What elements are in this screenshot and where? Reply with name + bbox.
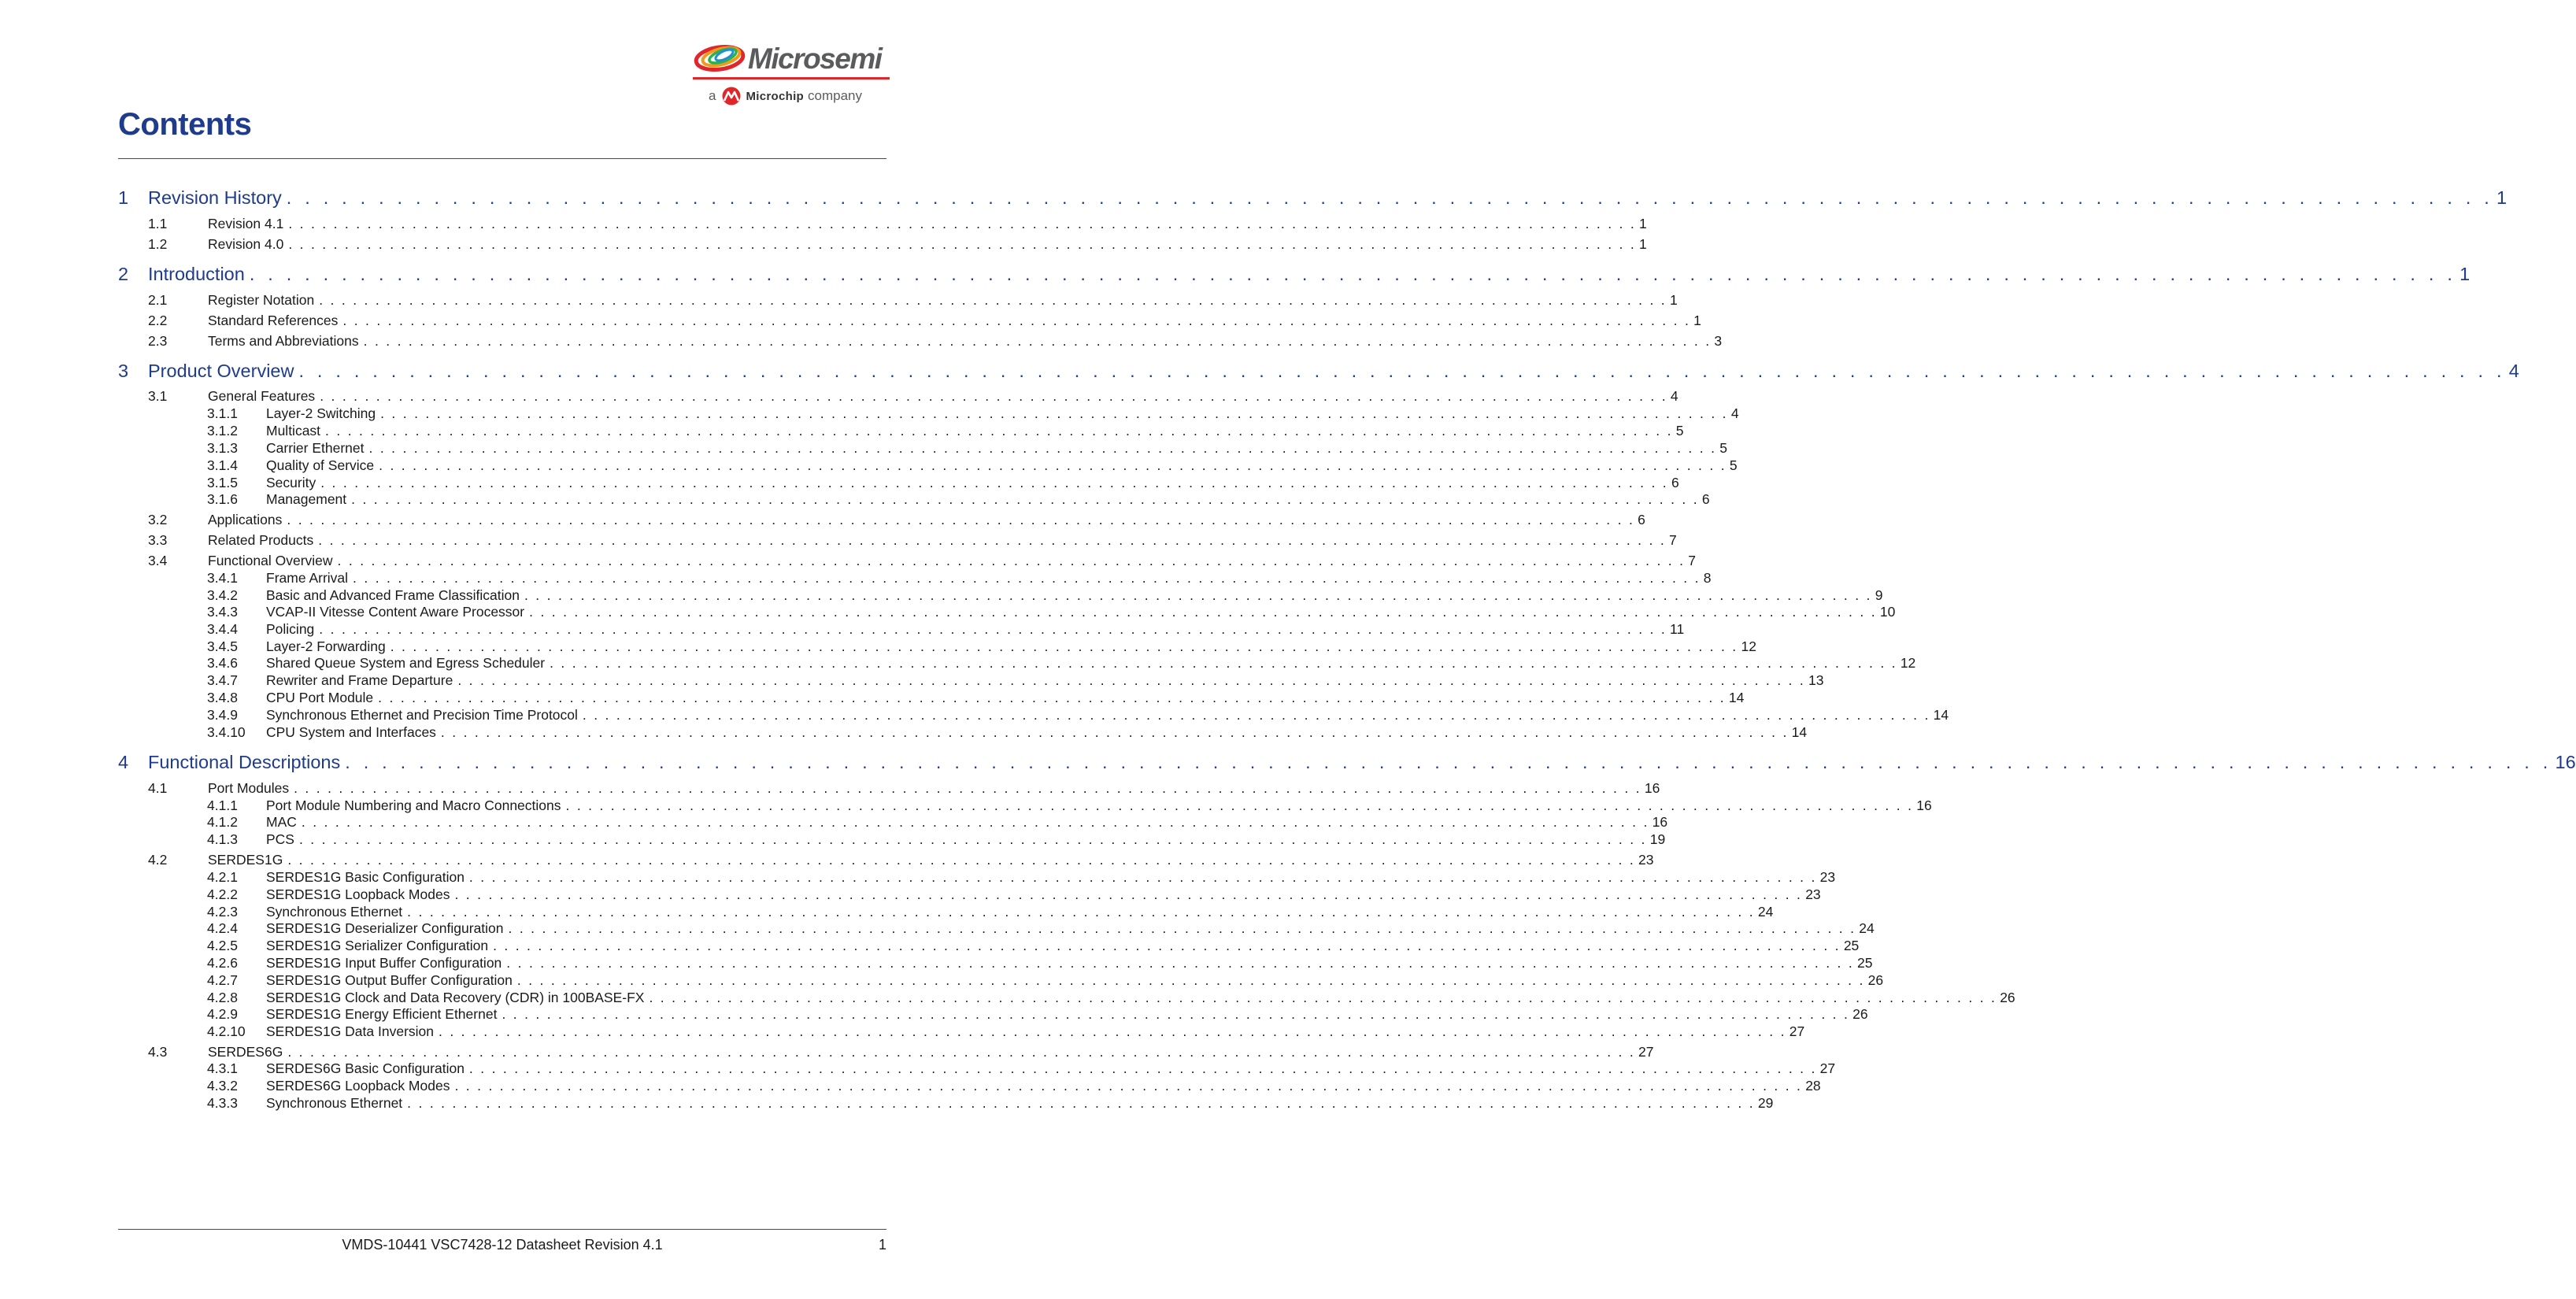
toc-leader-dots: . . . . . . . . . . . . . . . . . . . . . . . . . . . . . . . . . . . . . . . . . . . . . . . . . . . . . . . . . . . . . . . . . . . . . . . . . . . . . . . . . . . . . . . . . . . . . . . . . . . . . . . . . . . . . . . . . . . . . . . . (407, 904, 1755, 920)
brand-wordmark: Microsemi (748, 43, 882, 75)
toc-entry-title: SERDES1G Data Inversion (266, 1023, 435, 1039)
toc-entry-title: SERDES1G Output Buffer Configuration (266, 972, 513, 988)
toc-entry-title: Layer-2 Forwarding (266, 638, 386, 654)
toc-entry-page: 14 (1728, 690, 1745, 705)
toc-entry[interactable] (118, 1044, 1654, 1060)
toc-entry-page: 29 (1757, 1095, 1774, 1111)
toc-leader-dots: . . . . . . . . . . . . . . . . . . . . . . . . . . . . . . . . . . . . . . . . . . . . . . . . . . . . . . . . . . . . . . . . . . . . . . . . . . . . . . . . . . . . . . . . . . . . . . . . . . . . . . . . . . . . . . . . . . . . . . . . (502, 1006, 1850, 1022)
toc-leader-dots: . . . . . . . . . . . . . . . . . . . . . . . . . . . . . . . . . . . . . . . . . . . . . . . . . . . . . . . . . . . . . . . . . . . . . . . . . . . . . . . . . . . . . . . . . . . . . . . . . . . . . . . . . . . . . . . . . . . . . . . . (363, 333, 1712, 349)
toc-entry-page: 10 (1879, 604, 1896, 620)
toc-entry[interactable] (118, 553, 1697, 569)
toc-leader-dots: . . . . . . . . . . . . . . . . . . . . . . . . . . . . . . . . . . . . . . . . . . . . . . . . . . . . . . . . . . . . . . . . . . . . . . . . . . . . . . . . . . . . . . . . . . . . . . . . . . . . . . . . . . . . . . . . . . . . . . . . (337, 553, 1686, 568)
toc-entry-title: Quality of Service (266, 457, 375, 473)
toc-entry-title: Register Notation (208, 292, 315, 308)
toc-entry[interactable] (118, 886, 1821, 903)
toc-entry[interactable] (118, 955, 1873, 971)
toc-entry-page: 8 (1703, 570, 1712, 586)
toc-entry-number: 3.4.2 (207, 587, 238, 603)
toc-entry-title: Functional Overview (208, 553, 333, 568)
toc-entry[interactable] (118, 423, 1684, 439)
toc-entry-page: 4 (1670, 388, 1678, 404)
toc-entry-title: Revision History (148, 187, 282, 208)
toc-entry-title: Multicast (266, 423, 321, 439)
toc-leader-dots: . . . . . . . . . . . . . . . . . . . . . . . . . . . . . . . . . . . . . . . . . . . . . . . . . . . . . . . . . . . . . . . . . . . . . . . . . . . . . . . . . . . . . . . . . . . . . . . . . . . . . . . . . . . . . . . . . . . . . . . . (287, 512, 1635, 527)
toc-entry-title: Rewriter and Frame Departure (266, 672, 453, 688)
toc-entry-page: 16 (1916, 798, 1932, 813)
toc-entry-page: 23 (1805, 886, 1821, 902)
toc-entry-number: 3.4.6 (207, 655, 238, 671)
toc-entry-number: 3.4.10 (207, 724, 246, 740)
toc-leader-dots: . . . . . . . . . . . . . . . . . . . . . . . . . . . . . . . . . . . . . . . . . . . . . . . . . . . . . . . . . . . . . . . . . . . . . . . . . . . . . . . . . . . . . . . . . . . . . . . . . . . . . . . . . . . . . . . . . . . . . . . . (454, 1078, 1803, 1094)
toc-entry[interactable] (118, 532, 1677, 549)
toc-leader-dots: . . . . . . . . . . . . . . . . . . . . . . . . . . . . . . . . . . . . . . . . . . . . . . . . . . . . . . . . . . . . . . . . . . . . . . . . . . . . . . . . . . . . . . . . . . . . . . . . . . . . . . . . . . . . . . . . . . . . . . . . (457, 672, 1806, 688)
toc-entry[interactable] (118, 1095, 1774, 1112)
toc-entry-page: 12 (1741, 638, 1756, 654)
toc-entry-page: 16 (1652, 814, 1668, 830)
toc-entry-page: 7 (1668, 532, 1677, 548)
toc-entry[interactable] (118, 904, 1774, 920)
toc-entry-title: Applications (208, 512, 283, 527)
toc-entry-title: CPU Port Module (266, 690, 374, 705)
toc-entry-title: Functional Descriptions (148, 752, 341, 772)
toc-entry-title: Carrier Ethernet (266, 440, 365, 456)
toc-entry-number: 3.4.1 (207, 570, 238, 586)
footer-document-id: VMDS-10441 VSC7428-12 Datasheet Revision 4.1 (342, 1237, 663, 1253)
toc-entry[interactable] (118, 920, 1875, 937)
toc-entry-page: 1 (1693, 313, 1701, 328)
tagline-prefix: a (709, 88, 716, 103)
toc-leader-dots: . . . . . . . . . . . . . . . . . . . . . . . . . . . . . . . . . . . . . . . . . . . . . . . . . . . . . . . . . . . . . . . . . . . . . . . . . . . . . . . . . . . . . . . . . . . . . . . . . . . . . . . . . . . . . . . . . . . . . . . . (439, 1023, 1786, 1039)
toc-entry-title: Product Overview (148, 361, 294, 381)
toc-entry-page: 27 (1638, 1044, 1654, 1060)
toc-entry-number: 4.2.9 (207, 1006, 238, 1022)
toc-entry-number: 4.1.2 (207, 814, 238, 830)
toc-entry-title: Revision 4.1 (208, 216, 284, 231)
footer-divider (118, 1229, 886, 1230)
toc-entry-number: 4.1 (148, 780, 168, 796)
toc-entry-title: Revision 4.0 (208, 236, 284, 252)
toc-entry-number: 4.2.3 (207, 904, 238, 920)
toc-entry-title: SERDES1G Clock and Data Recovery (CDR) in 100BASE-FX (266, 990, 645, 1005)
toc-entry-page: 28 (1805, 1078, 1821, 1094)
toc-entry[interactable] (118, 264, 2471, 285)
toc-entry-title: Port Modules (208, 780, 290, 796)
toc-leader-dots: . . . . . . . . . . . . . . . . . . . . . . . . . . . . . . . . . . . . . . . . . . . . . . . . . . . . . . . . . . . . . . . . . . . . . . . . . . . . . . . . . . . . . . . . . . . . . . . . . . . . . . . . . . . . . . . . . . . . . . . . (550, 655, 1897, 671)
toc-entry-page: 3 (1714, 333, 1723, 349)
toc-entry-number: 3.1 (148, 388, 168, 404)
toc-entry-page: 1 (1639, 236, 1647, 252)
toc-entry-title: SERDES6G Loopback Modes (266, 1078, 450, 1094)
toc-leader-dots: . . . . . . . . . . . . . . . . . . . . . . . . . . . . . . . . . . . . . . . . . . . . . . . . . . . . . . . . . . . . . . . . . . . . . . . . . . . . . . . . . . . . . . . . . . . . . . . . . . . . . . . . . . . . . . . . . . . . . . . . (582, 707, 1930, 723)
toc-entry-number: 3.4.3 (207, 604, 238, 620)
toc-entry-number: 3.2 (148, 512, 168, 527)
toc-entry[interactable] (118, 313, 1701, 329)
toc-leader-dots: . . . . . . . . . . . . . . . . . . . . . . . . . . . . . . . . . . . . . . . . . . . . . . . . . . . . . . . . . . . . . . . . . . . . . . . . . . . . . . . . . . . . . . . . . . . . . . . . . . . . . . . . . . . . . . . . . . . . . . . . (288, 236, 1637, 252)
toc-leader-dots: . . . . . . . . . . . . . . . . . . . . . . . . . . . . . . . . . . . . . . . . . . . . . . . . . . . . . . . . . . . . . . . . . . . . . . . . . . . . . . . . . . . . . . . . . . . . . . . . . . . . . . . . . . . . . . . . . . . . . . . . (298, 361, 2506, 381)
toc-entry-title: SERDES1G Input Buffer Configuration (266, 955, 502, 971)
toc-entry[interactable] (118, 512, 1645, 528)
toc-leader-dots: . . . . . . . . . . . . . . . . . . . . . . . . . . . . . . . . . . . . . . . . . . . . . . . . . . . . . . . . . . . . . . . . . . . . . . . . . . . . . . . . . . . . . . . . . . . . . . . . . . . . . . . . . . . . . . . . . . . . . . . . (345, 752, 2552, 772)
toc-entry-page: 1 (1669, 292, 1678, 308)
toc-entry-title: General Features (208, 388, 316, 404)
toc-entry-number: 3.1.2 (207, 423, 238, 439)
toc-entry[interactable] (118, 457, 1738, 474)
toc-entry-page: 16 (1644, 780, 1660, 796)
toc-leader-dots: . . . . . . . . . . . . . . . . . . . . . . . . . . . . . . . . . . . . . . . . . . . . . . . . . . . . . . . . . . . . . . . . . . . . . . . . . . . . . . . . . . . . . . . . . . . . . . . . . . . . . . . . . . . . . . . . . . . . . . . . (287, 852, 1636, 868)
toc-leader-dots: . . . . . . . . . . . . . . . . . . . . . . . . . . . . . . . . . . . . . . . . . . . . . . . . . . . . . . . . . . . . . . . . . . . . . . . . . . . . . . . . . . . . . . . . . . . . . . . . . . . . . . . . . . . . . . . . . . . . . . . . (320, 388, 1667, 404)
toc-entry[interactable] (118, 604, 1896, 620)
toc-entry-page: 25 (1857, 955, 1873, 971)
toc-entry-number: 3.4.8 (207, 690, 238, 705)
toc-entry[interactable] (118, 216, 1647, 232)
toc-entry-page: 9 (1875, 587, 1883, 603)
tagline-suffix: company (808, 88, 862, 103)
toc-entry-number: 4.3.2 (207, 1078, 238, 1094)
toc-entry-title: SERDES1G Deserializer Configuration (266, 920, 504, 936)
toc-entry-number: 4.2 (148, 852, 168, 868)
toc-entry-number: 2.2 (148, 313, 168, 328)
toc-entry-page: 19 (1649, 831, 1666, 847)
toc-entry-number: 3.1.3 (207, 440, 238, 456)
toc-leader-dots: . . . . . . . . . . . . . . . . . . . . . . . . . . . . . . . . . . . . . . . . . . . . . . . . . . . . . . . . . . . . . . . . . . . . . . . . . . . . . . . . . . . . . . . . . . . . . . . . . . . . . . . . . . . . . . . . . . . . . . . . (454, 886, 1803, 902)
toc-entry-number: 4.2.6 (207, 955, 238, 971)
toc-entry-page: 25 (1843, 938, 1860, 953)
toc-leader-dots: . . . . . . . . . . . . . . . . . . . . . . . . . . . . . . . . . . . . . . . . . . . . . . . . . . . . . . . . . . . . . . . . . . . . . . . . . . . . . . . . . . . . . . . . . . . . . . . . . . . . . . . . . . . . . . . . . . . . . . . . (508, 920, 1856, 936)
toc-leader-dots: . . . . . . . . . . . . . . . . . . . . . . . . . . . . . . . . . . . . . . . . . . . . . . . . . . . . . . . . . . . . . . . . . . . . . . . . . . . . . . . . . . . . . . . . . . . . . . . . . . . . . . . . . . . . . . . . . . . . . . . . (390, 638, 1738, 654)
toc-entry[interactable] (118, 990, 2015, 1006)
toc-entry[interactable] (118, 655, 1916, 672)
toc-entry-page: 14 (1791, 724, 1808, 740)
toc-entry-title: VCAP-II Vitesse Content Aware Processor (266, 604, 525, 620)
toc-entry-page: 26 (2000, 990, 2015, 1005)
toc-entry[interactable] (118, 292, 1678, 309)
toc-entry-title: Standard References (208, 313, 339, 328)
toc-entry-page: 23 (1638, 852, 1654, 868)
toc-entry[interactable] (118, 570, 1712, 587)
toc-entry-title: PCS (266, 831, 294, 847)
toc-entry[interactable] (118, 440, 1727, 457)
toc-entry-page: 6 (1671, 475, 1679, 490)
toc-entry-page: 24 (1757, 904, 1774, 920)
toc-entry-number: 4.3.1 (207, 1060, 238, 1076)
toc-entry-number: 4.2.1 (207, 869, 238, 885)
toc-entry-number: 2 (118, 264, 129, 284)
toc-entry-title: Port Module Numbering and Macro Connections (266, 798, 561, 813)
toc-entry-number: 2.1 (148, 292, 168, 308)
toc-entry[interactable] (118, 690, 1745, 706)
toc-entry-title: MAC (266, 814, 297, 830)
toc-entry-number: 3.1.5 (207, 475, 238, 490)
toc-entry-page: 1 (2459, 264, 2471, 284)
toc-entry-title: SERDES1G Serializer Configuration (266, 938, 489, 953)
toc-leader-dots: . . . . . . . . . . . . . . . . . . . . . . . . . . . . . . . . . . . . . . . . . . . . . . . . . . . . . . . . . . . . . . . . . . . . . . . . . . . . . . . . . . . . . . . . . . . . . . . . . . . . . . . . . . . . . . . . . . . . . . . . (342, 313, 1691, 328)
toc-leader-dots: . . . . . . . . . . . . . . . . . . . . . . . . . . . . . . . . . . . . . . . . . . . . . . . . . . . . . . . . . . . . . . . . . . . . . . . . . . . . . . . . . . . . . . . . . . . . . . . . . . . . . . . . . . . . . . . . . . . . . . . . (298, 831, 1647, 847)
toc-entry-number: 1.2 (148, 236, 168, 252)
toc-entry-number: 3.4.4 (207, 621, 238, 637)
toc-entry-page: 11 (1670, 621, 1685, 637)
toc-entry-title: SERDES1G (208, 852, 283, 868)
toc-entry-page: 26 (1867, 972, 1884, 988)
toc-entry[interactable] (118, 972, 1884, 989)
toc-entry[interactable] (118, 852, 1654, 868)
toc-entry[interactable] (118, 672, 1824, 689)
toc-entry-page: 13 (1808, 672, 1824, 688)
toc-leader-dots: . . . . . . . . . . . . . . . . . . . . . . . . . . . . . . . . . . . . . . . . . . . . . . . . . . . . . . . . . . . . . . . . . . . . . . . . . . . . . . . . . . . . . . . . . . . . . . . . . . . . . . . . . . . . . . . . . . . . . . . . (368, 440, 1717, 456)
toc-leader-dots: . . . . . . . . . . . . . . . . . . . . . . . . . . . . . . . . . . . . . . . . . . . . . . . . . . . . . . . . . . . . . . . . . . . . . . . . . . . . . . . . . . . . . . . . . . . . . . . . . . . . . . . . . . . . . . . . . . . . . . . . (294, 780, 1641, 796)
toc-entry-title: Synchronous Ethernet and Precision Time Protocol (266, 707, 578, 723)
toc-entry-title: Management (266, 491, 347, 507)
tagline-company: Microchip (746, 89, 805, 103)
toc-leader-dots: . . . . . . . . . . . . . . . . . . . . . . . . . . . . . . . . . . . . . . . . . . . . . . . . . . . . . . . . . . . . . . . . . . . . . . . . . . . . . . . . . . . . . . . . . . . . . . . . . . . . . . . . . . . . . . . . . . . . . . . . (325, 423, 1673, 439)
toc-leader-dots: . . . . . . . . . . . . . . . . . . . . . . . . . . . . . . . . . . . . . . . . . . . . . . . . . . . . . . . . . . . . . . . . . . . . . . . . . . . . . . . . . . . . . . . . . . . . . . . . . . . . . . . . . . . . . . . . . . . . . . . . (378, 690, 1726, 705)
toc-leader-dots: . . . . . . . . . . . . . . . . . . . . . . . . . . . . . . . . . . . . . . . . . . . . . . . . . . . . . . . . . . . . . . . . . . . . . . . . . . . . . . . . . . . . . . . . . . . . . . . . . . . . . . . . . . . . . . . . . . . . . . . . (468, 869, 1817, 885)
toc-entry-number: 4.2.5 (207, 938, 238, 953)
toc-entry[interactable] (118, 638, 1756, 655)
toc-entry-title: Terms and Abbreviations (208, 333, 359, 349)
toc-entry[interactable] (118, 798, 1932, 814)
toc-leader-dots: . . . . . . . . . . . . . . . . . . . . . . . . . . . . . . . . . . . . . . . . . . . . . . . . . . . . . . . . . . . . . . . . . . . . . . . . . . . . . . . . . . . . . . . . . . . . . . . . . . . . . . . . . . . . . . . . . . . . . . . . (286, 187, 2494, 208)
toc-leader-dots: . . . . . . . . . . . . . . . . . . . . . . . . . . . . . . . . . . . . . . . . . . . . . . . . . . . . . . . . . . . . . . . . . . . . . . . . . . . . . . . . . . . . . . . . . . . . . . . . . . . . . . . . . . . . . . . . . . . . . . . . (565, 798, 1914, 813)
toc-leader-dots: . . . . . . . . . . . . . . . . . . . . . . . . . . . . . . . . . . . . . . . . . . . . . . . . . . . . . . . . . . . . . . . . . . . . . . . . . . . . . . . . . . . . . . . . . . . . . . . . . . . . . . . . . . . . . . . . . . . . . . . . (649, 990, 1997, 1005)
toc-entry-title: SERDES1G Loopback Modes (266, 886, 450, 902)
toc-entry-title: Frame Arrival (266, 570, 349, 586)
toc-entry[interactable] (118, 752, 2576, 773)
toc-entry-page: 5 (1675, 423, 1684, 439)
toc-entry-title: Policing (266, 621, 315, 637)
toc-entry-title: Basic and Advanced Frame Classification (266, 587, 520, 603)
toc-entry-number: 4.3.3 (207, 1095, 238, 1111)
toc-entry-number: 3.3 (148, 532, 168, 548)
toc-entry-number: 4.3 (148, 1044, 168, 1060)
toc-entry[interactable] (118, 621, 1685, 638)
toc-entry-page: 4 (2508, 361, 2519, 381)
toc-entry[interactable] (118, 587, 1883, 604)
toc-entry-number: 3.1.1 (207, 405, 238, 421)
toc-leader-dots: . . . . . . . . . . . . . . . . . . . . . . . . . . . . . . . . . . . . . . . . . . . . . . . . . . . . . . . . . . . . . . . . . . . . . . . . . . . . . . . . . . . . . . . . . . . . . . . . . . . . . . . . . . . . . . . . . . . . . . . . (379, 457, 1727, 473)
toc-leader-dots: . . . . . . . . . . . . . . . . . . . . . . . . . . . . . . . . . . . . . . . . . . . . . . . . . . . . . . . . . . . . . . . . . . . . . . . . . . . . . . . . . . . . . . . . . . . . . . . . . . . . . . . . . . . . . . . . . . . . . . . . (529, 604, 1877, 620)
toc-entry-page: 6 (1638, 512, 1645, 527)
toc-entry-title: Security (266, 475, 316, 490)
toc-entry-title: Shared Queue System and Egress Scheduler (266, 655, 546, 671)
toc-entry[interactable] (118, 707, 1949, 724)
toc-entry-title: SERDES1G Basic Configuration (266, 869, 464, 885)
toc-entry[interactable] (118, 938, 1860, 954)
toc-entry-number: 3 (118, 361, 129, 381)
toc-entry-number: 3.1.6 (207, 491, 238, 507)
toc-entry-number: 3.1.4 (207, 457, 238, 473)
table-of-contents (118, 0, 2576, 1299)
toc-entry-title: Related Products (208, 532, 314, 548)
toc-entry-title: SERDES6G Basic Configuration (266, 1060, 464, 1076)
toc-entry[interactable] (118, 187, 2508, 209)
toc-entry-page: 7 (1688, 553, 1697, 568)
toc-entry-title: SERDES1G Energy Efficient Ethernet (266, 1006, 498, 1022)
toc-entry-number: 3.4 (148, 553, 168, 568)
toc-entry-title: Synchronous Ethernet (266, 904, 403, 920)
toc-leader-dots: . . . . . . . . . . . . . . . . . . . . . . . . . . . . . . . . . . . . . . . . . . . . . . . . . . . . . . . . . . . . . . . . . . . . . . . . . . . . . . . . . . . . . . . . . . . . . . . . . . . . . . . . . . . . . . . . . . . . . . . . (407, 1095, 1755, 1111)
toc-entry[interactable] (118, 780, 1660, 797)
toc-leader-dots: . . . . . . . . . . . . . . . . . . . . . . . . . . . . . . . . . . . . . . . . . . . . . . . . . . . . . . . . . . . . . . . . . . . . . . . . . . . . . . . . . . . . . . . . . . . . . . . . . . . . . . . . . . . . . . . . . . . . . . . . (440, 724, 1789, 740)
toc-entry[interactable] (118, 814, 1668, 831)
toc-entry-number: 4.2.7 (207, 972, 238, 988)
toc-leader-dots: . . . . . . . . . . . . . . . . . . . . . . . . . . . . . . . . . . . . . . . . . . . . . . . . . . . . . . . . . . . . . . . . . . . . . . . . . . . . . . . . . . . . . . . . . . . . . . . . . . . . . . . . . . . . . . . . . . . . . . . . (249, 264, 2457, 284)
toc-leader-dots: . . . . . . . . . . . . . . . . . . . . . . . . . . . . . . . . . . . . . . . . . . . . . . . . . . . . . . . . . . . . . . . . . . . . . . . . . . . . . . . . . . . . . . . . . . . . . . . . . . . . . . . . . . . . . . . . . . . . . . . . (320, 475, 1668, 490)
toc-entry-number: 4.2.2 (207, 886, 238, 902)
toc-entry-page: 1 (1639, 216, 1647, 231)
toc-leader-dots: . . . . . . . . . . . . . . . . . . . . . . . . . . . . . . . . . . . . . . . . . . . . . . . . . . . . . . . . . . . . . . . . . . . . . . . . . . . . . . . . . . . . . . . . . . . . . . . . . . . . . . . . . . . . . . . . . . . . . . . . (506, 955, 1855, 971)
toc-entry-page: 26 (1852, 1006, 1868, 1022)
toc-leader-dots: . . . . . . . . . . . . . . . . . . . . . . . . . . . . . . . . . . . . . . . . . . . . . . . . . . . . . . . . . . . . . . . . . . . . . . . . . . . . . . . . . . . . . . . . . . . . . . . . . . . . . . . . . . . . . . . . . . . . . . . . (524, 587, 1872, 603)
toc-entry[interactable] (118, 405, 1739, 422)
toc-leader-dots: . . . . . . . . . . . . . . . . . . . . . . . . . . . . . . . . . . . . . . . . . . . . . . . . . . . . . . . . . . . . . . . . . . . . . . . . . . . . . . . . . . . . . . . . . . . . . . . . . . . . . . . . . . . . . . . . . . . . . . . . (288, 216, 1637, 231)
toc-entry-page: 23 (1819, 869, 1836, 885)
toc-leader-dots: . . . . . . . . . . . . . . . . . . . . . . . . . . . . . . . . . . . . . . . . . . . . . . . . . . . . . . . . . . . . . . . . . . . . . . . . . . . . . . . . . . . . . . . . . . . . . . . . . . . . . . . . . . . . . . . . . . . . . . . . (516, 972, 1865, 988)
toc-entry[interactable] (118, 333, 1723, 350)
toc-entry[interactable] (118, 1060, 1836, 1077)
toc-entry-page: 14 (1933, 707, 1949, 723)
toc-entry[interactable] (118, 236, 1647, 253)
toc-entry-number: 3.4.9 (207, 707, 238, 723)
toc-leader-dots: . . . . . . . . . . . . . . . . . . . . . . . . . . . . . . . . . . . . . . . . . . . . . . . . . . . . . . . . . . . . . . . . . . . . . . . . . . . . . . . . . . . . . . . . . . . . . . . . . . . . . . . . . . . . . . . . . . . . . . . . (301, 814, 1649, 830)
toc-entry-number: 1.1 (148, 216, 168, 231)
toc-entry[interactable] (118, 869, 1836, 886)
toc-leader-dots: . . . . . . . . . . . . . . . . . . . . . . . . . . . . . . . . . . . . . . . . . . . . . . . . . . . . . . . . . . . . . . . . . . . . . . . . . . . . . . . . . . . . . . . . . . . . . . . . . . . . . . . . . . . . . . . . . . . . . . . . (353, 570, 1701, 586)
toc-leader-dots: . . . . . . . . . . . . . . . . . . . . . . . . . . . . . . . . . . . . . . . . . . . . . . . . . . . . . . . . . . . . . . . . . . . . . . . . . . . . . . . . . . . . . . . . . . . . . . . . . . . . . . . . . . . . . . . . . . . . . . . . (319, 621, 1667, 637)
toc-entry[interactable] (118, 1006, 1868, 1023)
toc-leader-dots: . . . . . . . . . . . . . . . . . . . . . . . . . . . . . . . . . . . . . . . . . . . . . . . . . . . . . . . . . . . . . . . . . . . . . . . . . . . . . . . . . . . . . . . . . . . . . . . . . . . . . . . . . . . . . . . . . . . . . . . . (351, 491, 1699, 507)
toc-entry-page: 5 (1719, 440, 1727, 456)
toc-entry[interactable] (118, 1023, 1805, 1040)
toc-entry[interactable] (118, 724, 1808, 741)
toc-entry-page: 4 (1730, 405, 1739, 421)
toc-entry-number: 4 (118, 752, 129, 772)
toc-entry[interactable] (118, 1078, 1821, 1094)
toc-entry-page: 12 (1900, 655, 1916, 671)
toc-leader-dots: . . . . . . . . . . . . . . . . . . . . . . . . . . . . . . . . . . . . . . . . . . . . . . . . . . . . . . . . . . . . . . . . . . . . . . . . . . . . . . . . . . . . . . . . . . . . . . . . . . . . . . . . . . . . . . . . . . . . . . . . (318, 532, 1666, 548)
footer-page-number: 1 (878, 1237, 886, 1253)
toc-entry[interactable] (118, 388, 1678, 405)
toc-leader-dots: . . . . . . . . . . . . . . . . . . . . . . . . . . . . . . . . . . . . . . . . . . . . . . . . . . . . . . . . . . . . . . . . . . . . . . . . . . . . . . . . . . . . . . . . . . . . . . . . . . . . . . . . . . . . . . . . . . . . . . . . (319, 292, 1667, 308)
toc-entry-page: 6 (1701, 491, 1710, 507)
toc-entry-page: 5 (1729, 457, 1738, 473)
toc-leader-dots: . . . . . . . . . . . . . . . . . . . . . . . . . . . . . . . . . . . . . . . . . . . . . . . . . . . . . . . . . . . . . . . . . . . . . . . . . . . . . . . . . . . . . . . . . . . . . . . . . . . . . . . . . . . . . . . . . . . . . . . . (380, 405, 1728, 421)
toc-entry-title: Synchronous Ethernet (266, 1095, 403, 1111)
toc-entry-title: Layer-2 Switching (266, 405, 376, 421)
toc-entry-number: 4.1.3 (207, 831, 238, 847)
toc-entry[interactable] (118, 491, 1710, 508)
toc-entry-page: 16 (2555, 752, 2576, 772)
toc-entry-number: 2.3 (148, 333, 168, 349)
toc-leader-dots: . . . . . . . . . . . . . . . . . . . . . . . . . . . . . . . . . . . . . . . . . . . . . . . . . . . . . . . . . . . . . . . . . . . . . . . . . . . . . . . . . . . . . . . . . . . . . . . . . . . . . . . . . . . . . . . . . . . . . . . . (468, 1060, 1817, 1076)
toc-entry-title: SERDES6G (208, 1044, 283, 1060)
toc-entry-number: 3.4.5 (207, 638, 238, 654)
toc-entry-number: 1 (118, 187, 129, 208)
toc-entry-number: 4.2.8 (207, 990, 238, 1005)
toc-entry-title: CPU System and Interfaces (266, 724, 436, 740)
toc-leader-dots: . . . . . . . . . . . . . . . . . . . . . . . . . . . . . . . . . . . . . . . . . . . . . . . . . . . . . . . . . . . . . . . . . . . . . . . . . . . . . . . . . . . . . . . . . . . . . . . . . . . . . . . . . . . . . . . . . . . . . . . . (493, 938, 1841, 953)
toc-entry-title: Introduction (148, 264, 245, 284)
toc-entry-number: 4.2.4 (207, 920, 238, 936)
toc-entry-number: 4.1.1 (207, 798, 238, 813)
toc-entry-number: 3.4.7 (207, 672, 238, 688)
toc-leader-dots: . . . . . . . . . . . . . . . . . . . . . . . . . . . . . . . . . . . . . . . . . . . . . . . . . . . . . . . . . . . . . . . . . . . . . . . . . . . . . . . . . . . . . . . . . . . . . . . . . . . . . . . . . . . . . . . . . . . . . . . . (287, 1044, 1636, 1060)
toc-entry-number: 4.2.10 (207, 1023, 246, 1039)
toc-entry-page: 27 (1819, 1060, 1836, 1076)
toc-entry[interactable] (118, 361, 2519, 382)
toc-entry-page: 24 (1859, 920, 1875, 936)
toc-entry[interactable] (118, 475, 1679, 491)
page-title: Contents (118, 107, 252, 142)
toc-entry-page: 27 (1789, 1023, 1805, 1039)
toc-entry-page: 1 (2496, 187, 2508, 208)
toc-entry[interactable] (118, 831, 1666, 848)
